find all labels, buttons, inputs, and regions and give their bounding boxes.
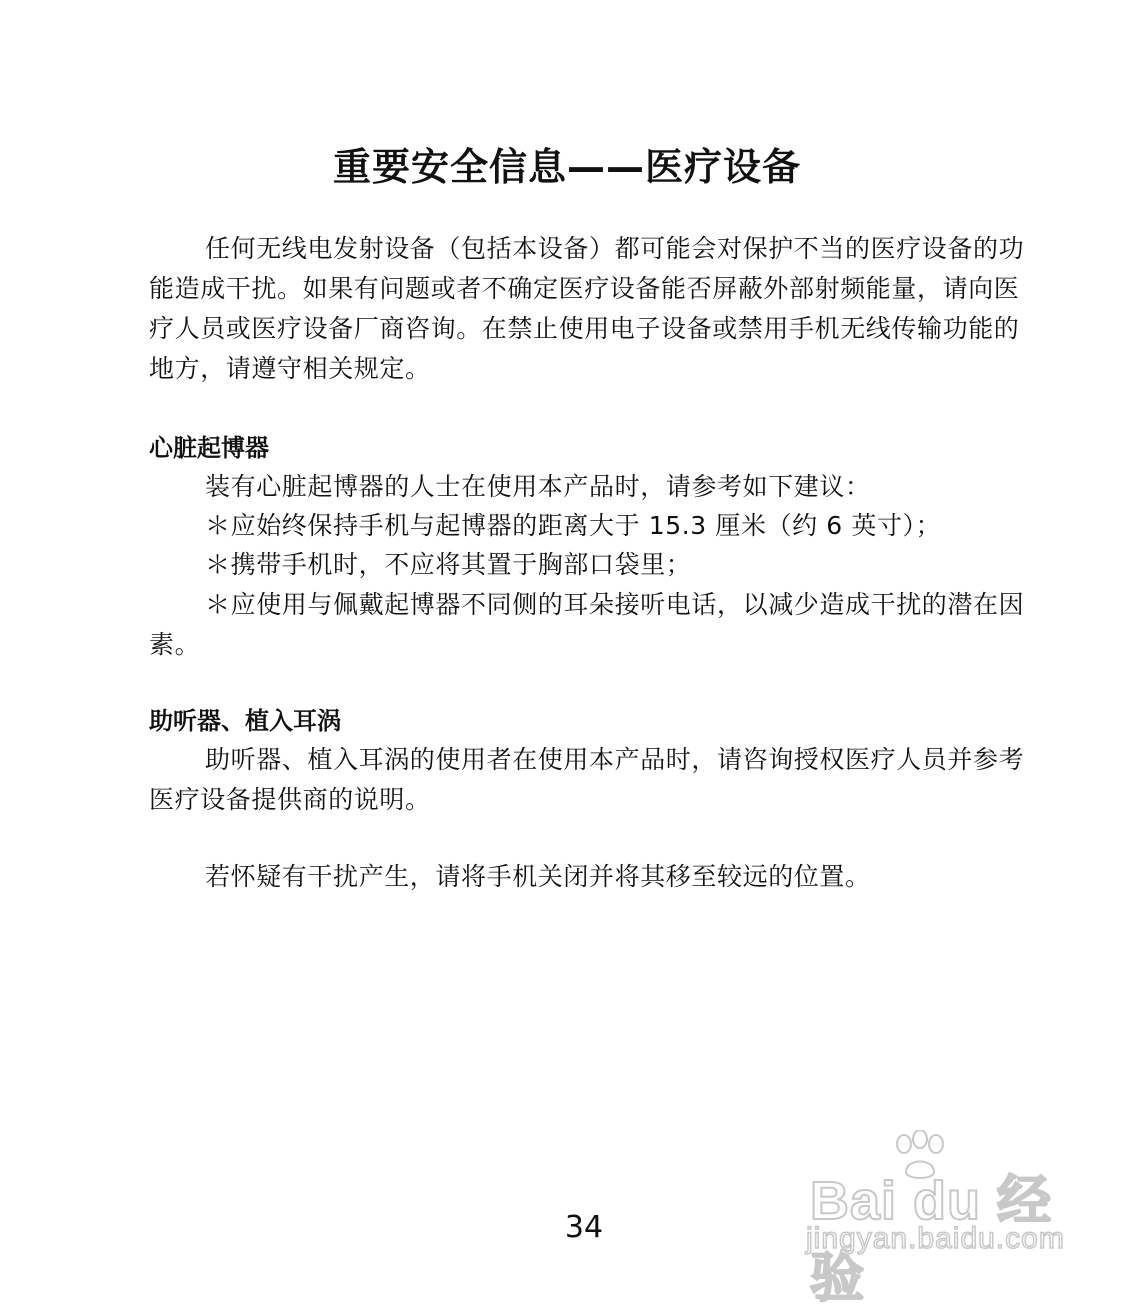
page-title: 重要安全信息——医疗设备 [332, 145, 801, 190]
baidu-watermark [802, 1130, 1092, 1308]
hearing-heading: 助听器、植入耳涡 [149, 707, 341, 735]
pacemaker-bullet-2: ＊携带手机时，不应将其置于胸部口袋里； [205, 550, 692, 579]
hearing-paragraph: 助听器、植入耳涡的使用者在使用本产品时，请咨询授权医疗人员并参考医疗设备提供商的说明。 [149, 745, 1025, 814]
pacemaker-lead: 装有心脏起博器的人士在使用本产品时，请参考如下建议： [205, 472, 871, 501]
watermark-logo: Bai du 经验 [810, 1171, 1053, 1308]
pacemaker-heading: 心脏起博器 [149, 434, 269, 462]
watermark-url: jingyan.baidu.com [806, 1222, 1065, 1255]
pacemaker-bullet-1: ＊应始终保持手机与起博器的距离大于 15.3 厘米（约 6 英寸）； [205, 511, 942, 540]
intro-paragraph: 任何无线电发射设备（包括本设备）都可能会对保护不当的医疗设备的功能造成干扰。如果有问题或者不确定医疗设备能否屏蔽外部射频能量，请向医疗人员或医疗设备厂商咨询。在禁止使用电子设备或禁用手机无线传输功能的地方，请遵守相关规定。 [149, 234, 1025, 383]
page-number: 34 [564, 1210, 604, 1245]
pacemaker-bullet-3: ＊应使用与佩戴起博器不同侧的耳朵接听电话，以减少造成干扰的潜在因素。 [149, 590, 1025, 659]
closing-paragraph: 若怀疑有干扰产生，请将手机关闭并将其移至较远的位置。 [205, 862, 871, 891]
